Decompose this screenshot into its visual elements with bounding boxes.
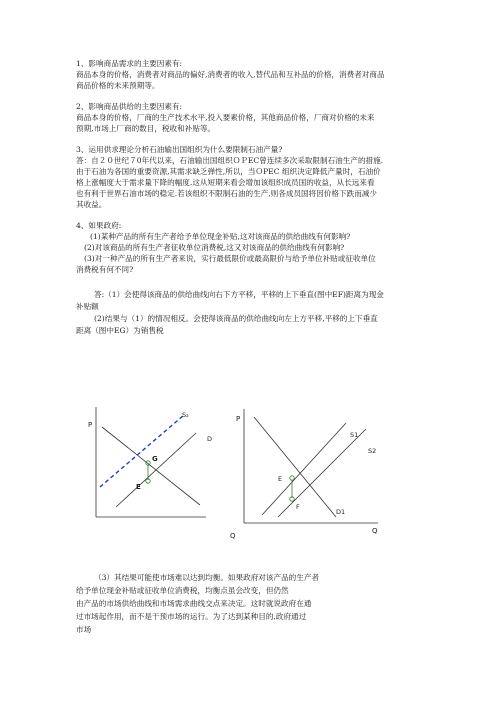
answer-2-line-1: (2)结果与（1）的情况相反。会使得该商品的供给曲线向左上方平移,平移的上下垂直	[94, 314, 378, 323]
q3-line-4: 也有利于世界石油市场的稳定.若该组织不限制石油的生产,则各成员国将因价格下跌而减少	[76, 189, 377, 198]
point-g	[146, 461, 150, 465]
s2-label: S₂	[182, 411, 189, 419]
s2-label: S2	[368, 447, 377, 455]
answer-1-line-2: 补贴额	[76, 302, 99, 311]
q4-item-3: (3)对一种产品的所有生产者来说，实行最低限价或最高限价与给予单位补贴或征收单位	[84, 254, 376, 263]
q1-line-1: 商品本身的价格，消费者对商品的偏好,消费者的收入,替代品和互补品的价格，消费者对商品	[76, 70, 385, 79]
answer-3-line-1: （3）其结果可能使市场难以达到均衡。如果政府对该产品的生产者	[94, 573, 320, 582]
supply-curve	[116, 433, 196, 507]
q3-line-5: 其收益。	[76, 200, 107, 209]
point-e	[290, 476, 294, 480]
f-label: F	[296, 503, 300, 511]
g-label: G	[152, 455, 158, 463]
q4-item-4: 消费税有何不同?	[76, 265, 134, 274]
answer-3-line-5: 市场	[76, 625, 92, 634]
e-label: E	[278, 475, 283, 483]
q2-line-1: 商品本身的价格，厂商的生产技术水平,投入要素价格，其他商品价格，厂商对价格的未来	[76, 113, 375, 122]
demand-curve	[102, 427, 200, 505]
demand-curve	[254, 417, 336, 517]
answer-3-line-3: 由产品的市场供给曲线和市场需求曲线交点来决定。这时就说政府在通	[76, 599, 312, 608]
left-x-axis-label: Q	[230, 532, 236, 540]
s1-label: S1	[350, 431, 359, 439]
q3-line-3: 格上涨幅度大于需求量下降的幅度.这从短期来看会增加该组织成员国的收益，从长远来看	[76, 178, 375, 187]
q4-item-1: (1)某种产品的所有生产者给予单位现金补贴,这对该商品的供给曲线有何影响?	[90, 232, 351, 241]
supply-demand-graph-left	[88, 405, 213, 543]
supply-demand-graph-right	[238, 405, 388, 535]
q3-line-2: 由于石油为各国的重要资源,其需求缺乏弹性,所以，当ＯPEC 组织决定降低产量时，石油价	[76, 167, 381, 176]
q2-line-2: 预期,市场上厂商的数目，税收和补贴等。	[76, 124, 216, 133]
demand-letter: D	[207, 435, 213, 443]
q4-item-2: (2)对该商品的所有生产者征收单位消费税,这又对该商品的供给曲线有何影响?	[84, 243, 345, 252]
answer-3-line-2: 给予单位现金补贴或征收单位消费税，均衡点虽会改变，但仍然	[76, 586, 289, 595]
answer-2-line-2: 距离（图中EG）为销售税	[76, 326, 164, 335]
q2-title: 2、影响商品供给的主要因素有:	[76, 102, 183, 111]
y-axis-label: P	[236, 415, 241, 423]
e-label: E	[136, 483, 141, 491]
q4-title: 4、如果政府:	[76, 221, 122, 230]
supply-curve-s1	[262, 423, 346, 515]
q3-line-1: 答：自２０世纪７0年代以来，石油输出国组织ＯＰEC曾连续多次采取限制石油生产的措施.	[76, 156, 384, 165]
q1-line-2: 商品价格的未来预期等。	[76, 81, 160, 90]
y-axis-label: P	[88, 421, 93, 429]
x-axis-label: Q	[372, 527, 378, 535]
answer-3-line-4: 过市场起作用，而不是干预市场的运行。为了达到某种目的,政府通过	[76, 612, 307, 621]
q1-title: 1、影响商品需求的主要因素有:	[76, 59, 183, 68]
supply-curve-s2	[278, 429, 366, 517]
q3-title: 3、运用供求理论分析石油输出国组织为什么要限制石油产量?	[76, 145, 283, 154]
answer-1-line-1: 答:（1）会使得该商品的供给曲线向右下方平移，平移的上下垂直(图中EF)距离为现金	[94, 290, 384, 299]
d1-label: D1	[336, 508, 346, 516]
shifted-supply-curve	[100, 415, 184, 487]
